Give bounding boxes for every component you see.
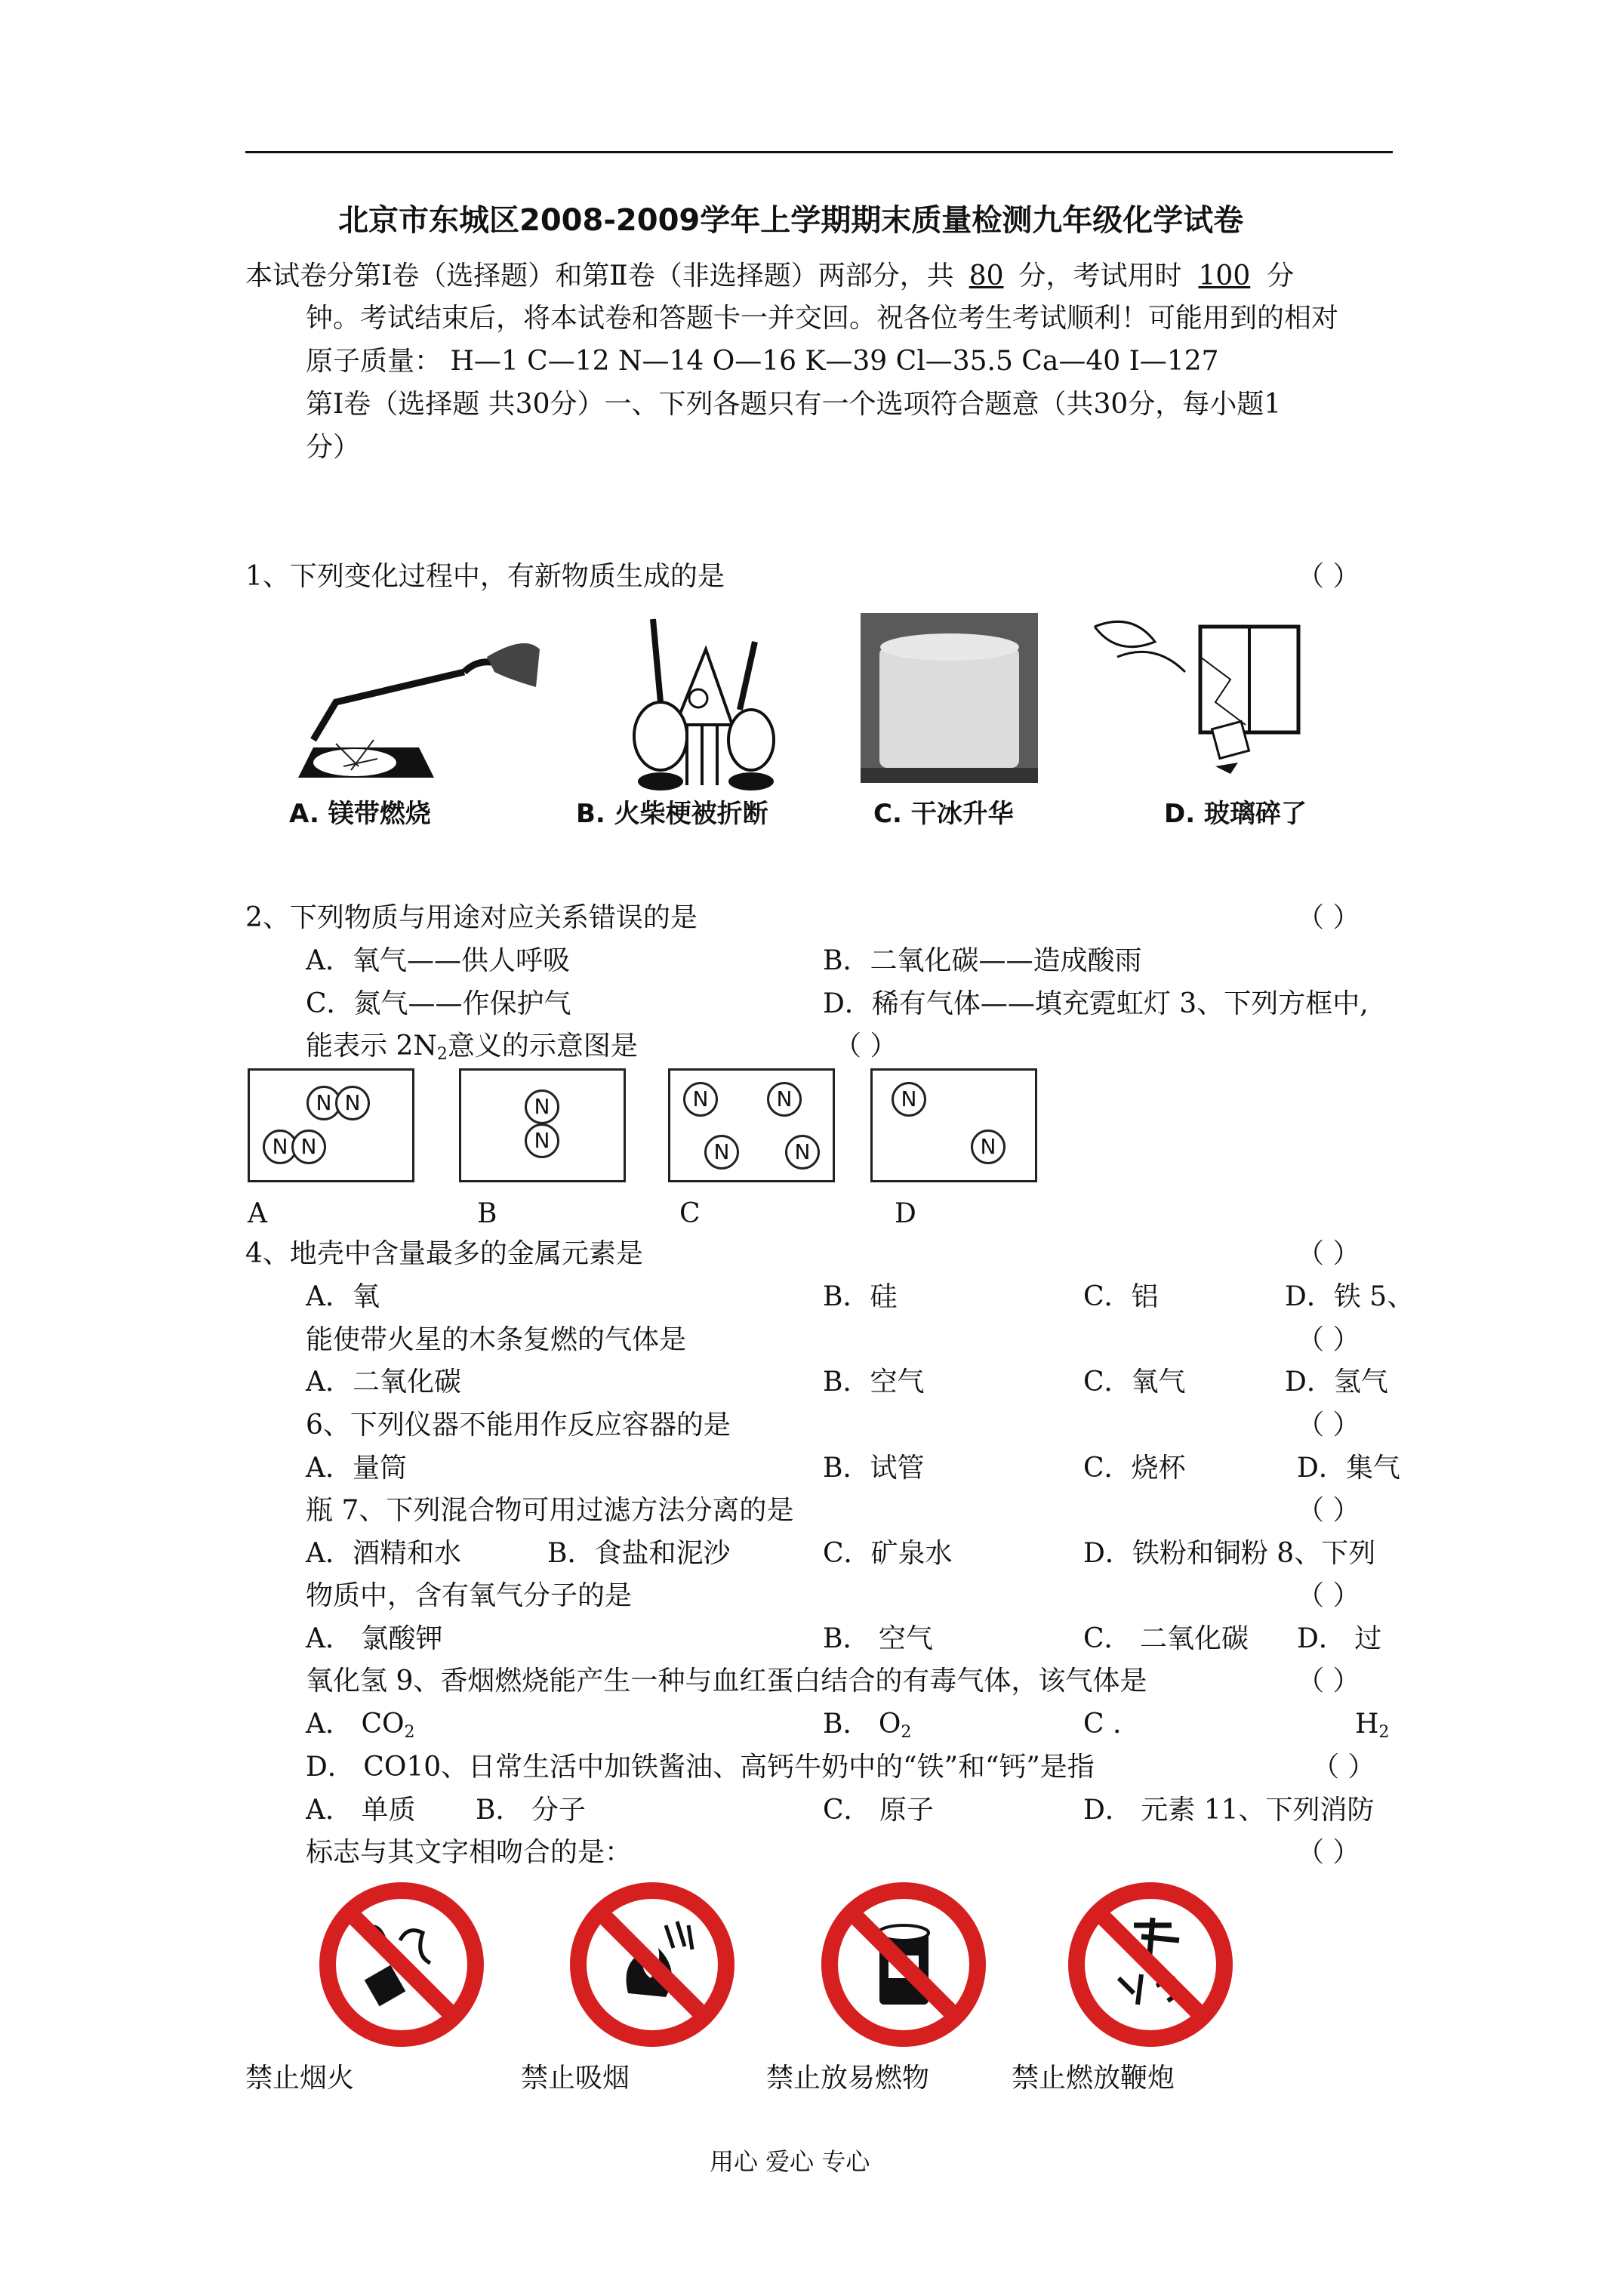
intro-line-5: 分） xyxy=(306,432,361,463)
q7-option-b: B．食盐和泥沙 xyxy=(547,1538,731,1569)
no-firecrackers-sign-icon xyxy=(1066,1880,1236,2050)
intro-line-1 xyxy=(245,255,1294,297)
q5-option-b: B．空气 xyxy=(823,1367,925,1398)
nitrogen-atom: N xyxy=(263,1130,297,1164)
q7-stem: 瓶 7、下列混合物可用过滤方法分离的是 xyxy=(306,1495,794,1526)
q7-answer-bracket: （ ） xyxy=(1297,1495,1360,1526)
q11-caption-4: 禁止燃放鞭炮 xyxy=(1012,2063,1175,2094)
q8-answer-bracket: （ ） xyxy=(1297,1580,1360,1611)
q1-answer-bracket: （ ） xyxy=(1297,561,1360,592)
q8-option-c: C． 二氧化碳 xyxy=(1083,1623,1249,1654)
nitrogen-atom: N xyxy=(892,1082,926,1117)
intro-text: 分，考试用时 xyxy=(1018,260,1182,291)
q7-option-c: C．矿泉水 xyxy=(823,1538,953,1569)
q4-stem: 4、地壳中含量最多的金属元素是 xyxy=(245,1238,643,1269)
q3-stem-text: 意义的示意图是 xyxy=(447,1031,638,1062)
q2-option-b: B．二氧化碳——造成酸雨 xyxy=(823,945,1142,976)
q4-option-a: A．氧 xyxy=(306,1281,380,1312)
q9-option-b-text: B． O xyxy=(823,1709,901,1740)
q3-diagram-d xyxy=(870,1068,1037,1182)
q6-answer-bracket: （ ） xyxy=(1297,1410,1360,1441)
q1-caption-a: A. 镁带燃烧 xyxy=(289,799,431,829)
intro-line-3: 原子质量： H—1 C—12 N—14 O—16 K—39 Cl—35.5 Ca—40 I—127 xyxy=(306,346,1219,377)
q9-stem: 氧化氢 9、香烟燃烧能产生一种与血红蛋白结合的有毒气体，该气体是 xyxy=(306,1666,1147,1697)
q3-diagram-b xyxy=(459,1068,626,1182)
q2-answer-bracket: （ ） xyxy=(1297,902,1360,933)
q11-answer-bracket: （ ） xyxy=(1297,1837,1360,1868)
q2-stem: 2、下列物质与用途对应关系错误的是 xyxy=(245,902,698,933)
q2-option-a: A．氧气——供人呼吸 xyxy=(306,945,570,976)
q2-option-c: C．氮气——作保护气 xyxy=(306,988,571,1019)
intro-line-2: 钟。考试结束后，将本试卷和答题卡一并交回。祝各位考生考试顺利！可能用到的相对 xyxy=(306,303,1339,334)
q1-caption-d: D. 玻璃碎了 xyxy=(1164,799,1307,829)
nitrogen-atom: N xyxy=(683,1082,718,1117)
q5-option-a: A．二氧化碳 xyxy=(306,1367,461,1398)
exam-time: 100 xyxy=(1198,260,1251,291)
q9-formula-subscript: 2 xyxy=(1378,1723,1390,1742)
magnesium-burning-image xyxy=(283,627,540,793)
q9-option-b-subscript: 2 xyxy=(901,1723,912,1742)
no-flammables-sign-icon xyxy=(819,1880,989,2050)
nitrogen-atom: N xyxy=(306,1086,341,1120)
q9-option-a-subscript: 2 xyxy=(404,1723,415,1742)
q3-answer-bracket: （ ） xyxy=(834,1031,898,1062)
q5-stem: 能使带火星的木条复燃的气体是 xyxy=(306,1324,687,1355)
q1-stem: 1、下列变化过程中，有新物质生成的是 xyxy=(245,561,725,592)
q7-option-d: D．铁粉和铜粉 8、下列 xyxy=(1083,1538,1376,1569)
q4-answer-bracket: （ ） xyxy=(1297,1238,1360,1269)
q9-option-a-text: A． CO xyxy=(306,1709,405,1740)
q4-option-c: C．铝 xyxy=(1083,1281,1159,1312)
q3-label-b: B xyxy=(477,1198,497,1229)
q9-option-c: C . xyxy=(1083,1709,1122,1740)
q4-option-d: D．铁 5、 xyxy=(1285,1281,1415,1312)
nitrogen-atom: N xyxy=(704,1135,739,1170)
q10-option-a: A． 单质 xyxy=(306,1795,416,1826)
q11-stem: 标志与其文字相吻合的是： xyxy=(306,1837,633,1868)
q3-label-c: C xyxy=(679,1198,701,1229)
broken-glass-image xyxy=(1087,612,1313,785)
intro-text: 分 xyxy=(1267,260,1295,291)
total-score: 80 xyxy=(969,260,1004,291)
q1-caption-b: B. 火柴梗被折断 xyxy=(576,799,768,829)
intro-line-4: 第Ⅰ卷（选择题 共30分）一、下列各题只有一个选项符合题意（共30分，每小题1 xyxy=(306,389,1282,420)
q6-option-d: D．集气 xyxy=(1297,1453,1400,1484)
q11-caption-3: 禁止放易燃物 xyxy=(766,2063,930,2094)
broken-match-image xyxy=(600,612,804,793)
q5-answer-bracket: （ ） xyxy=(1297,1324,1360,1355)
q4-option-b: B．硅 xyxy=(823,1281,898,1312)
nitrogen-atom: N xyxy=(525,1089,559,1124)
q9-answer-bracket: （ ） xyxy=(1297,1666,1360,1697)
nitrogen-atom: N xyxy=(971,1130,1006,1164)
q3-stem-text: 能表示 2N xyxy=(306,1031,437,1062)
q3-diagram-c xyxy=(668,1068,835,1182)
q2-option-d: D．稀有气体——填充霓虹灯 3、下列方框中, xyxy=(823,988,1369,1019)
q11-caption-2: 禁止吸烟 xyxy=(521,2063,630,2094)
q3-label-a: A xyxy=(248,1198,267,1229)
nitrogen-atom: N xyxy=(525,1123,559,1158)
q3-stem-subscript: 2 xyxy=(436,1045,448,1064)
q10-option-c: C． 原子 xyxy=(823,1795,934,1826)
q6-stem: 6、下列仪器不能用作反应容器的是 xyxy=(306,1410,731,1441)
q6-option-c: C．烧杯 xyxy=(1083,1453,1186,1484)
q8-option-d: D． 过 xyxy=(1297,1623,1382,1654)
q1-caption-c: C. 干冰升华 xyxy=(873,799,1014,829)
q3-diagram-a xyxy=(248,1068,414,1182)
page-footer: 用心 爱心 专心 xyxy=(710,2147,870,2176)
q5-option-c: C．氧气 xyxy=(1083,1367,1186,1398)
q10-stem: D． CO10、日常生活中加铁酱油、高钙牛奶中的“铁”和“钙”是指 xyxy=(306,1752,1095,1783)
q3-label-d: D xyxy=(895,1198,916,1229)
q8-stem: 物质中，含有氧气分子的是 xyxy=(306,1580,633,1611)
q10-answer-bracket: （ ） xyxy=(1312,1752,1375,1783)
q8-option-a: A． 氯酸钾 xyxy=(306,1623,443,1654)
nitrogen-atom: N xyxy=(785,1135,820,1170)
intro-text: 本试卷分第Ⅰ卷（选择题）和第Ⅱ卷（非选择题）两部分，共 xyxy=(245,260,954,291)
dry-ice-sublimation-image xyxy=(861,613,1038,783)
q11-caption-1: 禁止烟火 xyxy=(245,2063,355,2094)
page-title: 北京市东城区2008-2009学年上学期期末质量检测九年级化学试卷 xyxy=(338,203,1244,238)
header-rule xyxy=(245,151,1393,153)
q9-formula-text: H xyxy=(1355,1709,1379,1740)
q5-option-d: D．氢气 xyxy=(1285,1367,1388,1398)
nitrogen-atom: N xyxy=(291,1130,326,1164)
q8-option-b: B． 空气 xyxy=(823,1623,933,1654)
q7-option-a: A．酒精和水 xyxy=(306,1538,461,1569)
no-smoking-sign-icon xyxy=(568,1880,738,2050)
q6-option-a: A．量筒 xyxy=(306,1453,407,1484)
nitrogen-atom: N xyxy=(335,1086,370,1120)
nitrogen-atom: N xyxy=(767,1082,802,1117)
no-fireworks-sign-icon xyxy=(317,1880,487,2050)
q6-option-b: B．试管 xyxy=(823,1453,925,1484)
q10-option-d: D． 元素 11、下列消防 xyxy=(1083,1795,1375,1826)
q10-option-b: B． 分子 xyxy=(476,1795,586,1826)
